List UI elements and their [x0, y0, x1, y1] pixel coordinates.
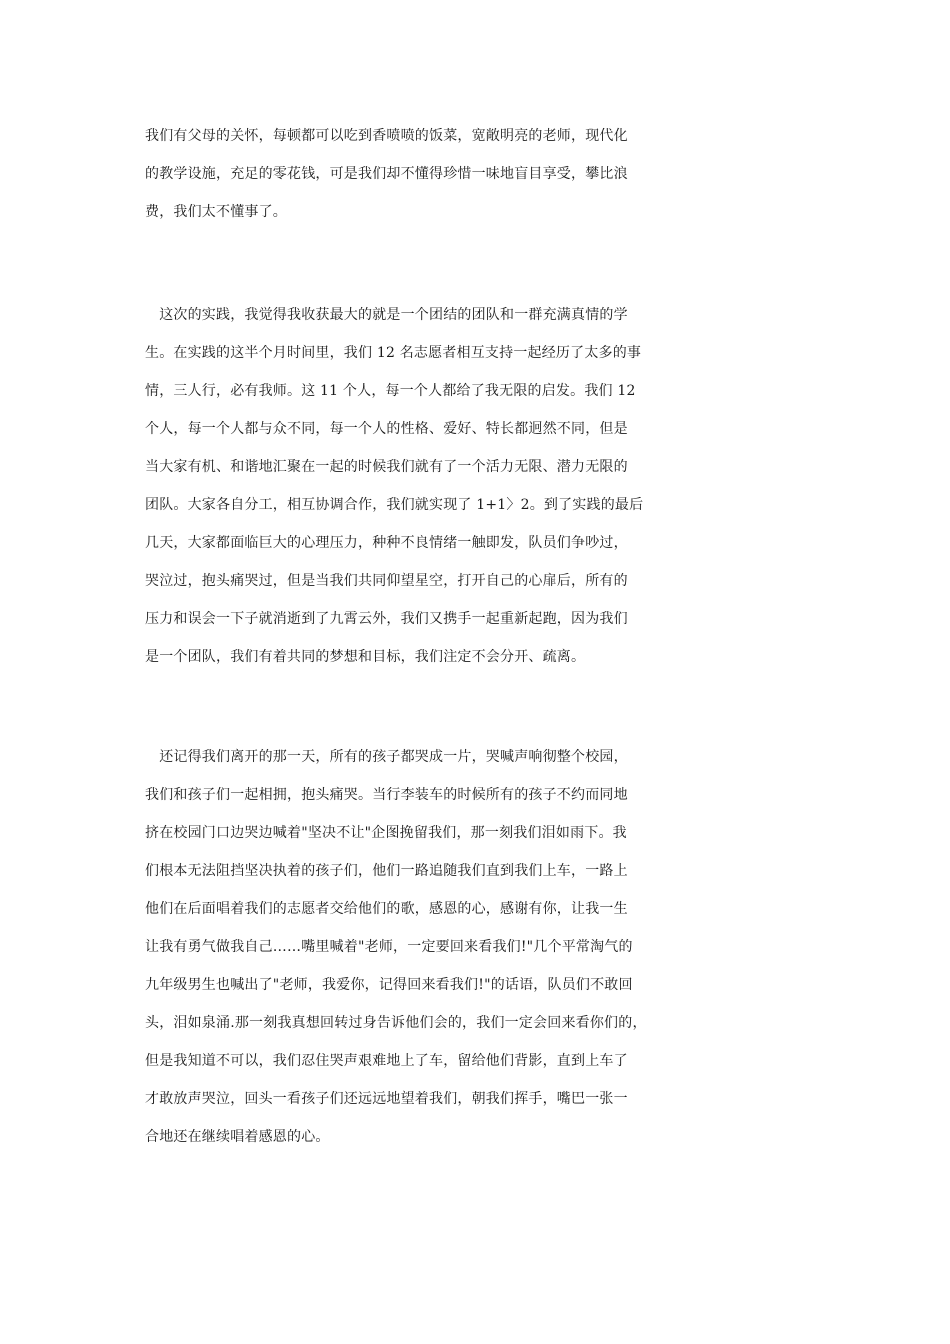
paragraph-farewell [145, 738, 825, 1156]
text-line: 还记得我们离开的那一天，所有的孩子都哭成一片，哭喊声响彻整个校园， [145, 749, 628, 765]
text-line: 我们有父母的关怀，每顿都可以吃到香喷喷的饭菜，宽敞明亮的老师，现代化 [145, 128, 628, 144]
text-line: 个人，每一个人都与众不同，每一个人的性格、爱好、特长都迥然不同，但是 [145, 421, 628, 437]
text-line: 但是我知道不可以，我们忍住哭声艰难地上了车，留给他们背影，直到上车了 [145, 1053, 628, 1069]
text-line: 他们在后面唱着我们的志愿者交给他们的歌，感恩的心，感谢有你，让我一生 [145, 901, 628, 917]
text-line: 费，我们太不懂事了。 [145, 204, 287, 220]
text-line: 让我有勇气做我自己……嘴里喊着"老师，一定要回来看我们!"几个平常淘气的 [145, 939, 633, 955]
text-line: 挤在校园门口边哭边喊着"坚决不让"企图挽留我们，那一刻我们泪如雨下。我 [145, 825, 627, 841]
text-line: 当大家有机、和谐地汇聚在一起的时候我们就有了一个活力无限、潜力无限的 [145, 459, 628, 475]
text-line: 的教学设施，充足的零花钱，可是我们却不懂得珍惜一味地盲目享受，攀比浪 [145, 166, 628, 182]
text-line: 们根本无法阻挡坚决执着的孩子们，他们一路追随我们直到我们上车，一路上 [145, 863, 628, 879]
text-line: 是一个团队，我们有着共同的梦想和目标，我们注定不会分开、疏离。 [145, 649, 586, 665]
text-line: 九年级男生也喊出了"老师，我爱你，记得回来看我们!"的话语，队员们不敢回 [145, 977, 633, 993]
text-line: 几天，大家都面临巨大的心理压力，种种不良情绪一触即发，队员们争吵过， [145, 535, 628, 551]
text-line: 团队。大家各自分工，相互协调合作，我们就实现了 1+1〉2。到了实践的最后 [145, 497, 644, 513]
text-line: 头，泪如泉涌.那一刻我真想回转过身告诉他们会的，我们一定会回来看你们的， [145, 1015, 647, 1031]
text-line: 哭泣过，抱头痛哭过，但是当我们共同仰望星空，打开自己的心扉后，所有的 [145, 573, 628, 589]
text-line: 我们和孩子们一起相拥，抱头痛哭。当行李装车的时候所有的孩子不约而同地 [145, 787, 628, 803]
paragraph-family-care [145, 117, 825, 231]
text-line: 合地还在继续唱着感恩的心。 [145, 1129, 330, 1145]
text-line: 生。在实践的这半个月时间里，我们 12 名志愿者相互支持一起经历了太多的事 [145, 345, 642, 361]
paragraph-team-experience [145, 296, 825, 676]
text-line: 情，三人行，必有我师。这 11 个人，每一个人都给了我无限的启发。我们 12 [145, 383, 636, 399]
text-line: 这次的实践，我觉得我收获最大的就是一个团结的团队和一群充满真情的学 [145, 307, 628, 323]
text-line: 压力和误会一下子就消逝到了九霄云外，我们又携手一起重新起跑，因为我们 [145, 611, 628, 627]
text-line: 才敢放声哭泣，回头一看孩子们还远远地望着我们，朝我们挥手，嘴巴一张一 [145, 1091, 628, 1107]
